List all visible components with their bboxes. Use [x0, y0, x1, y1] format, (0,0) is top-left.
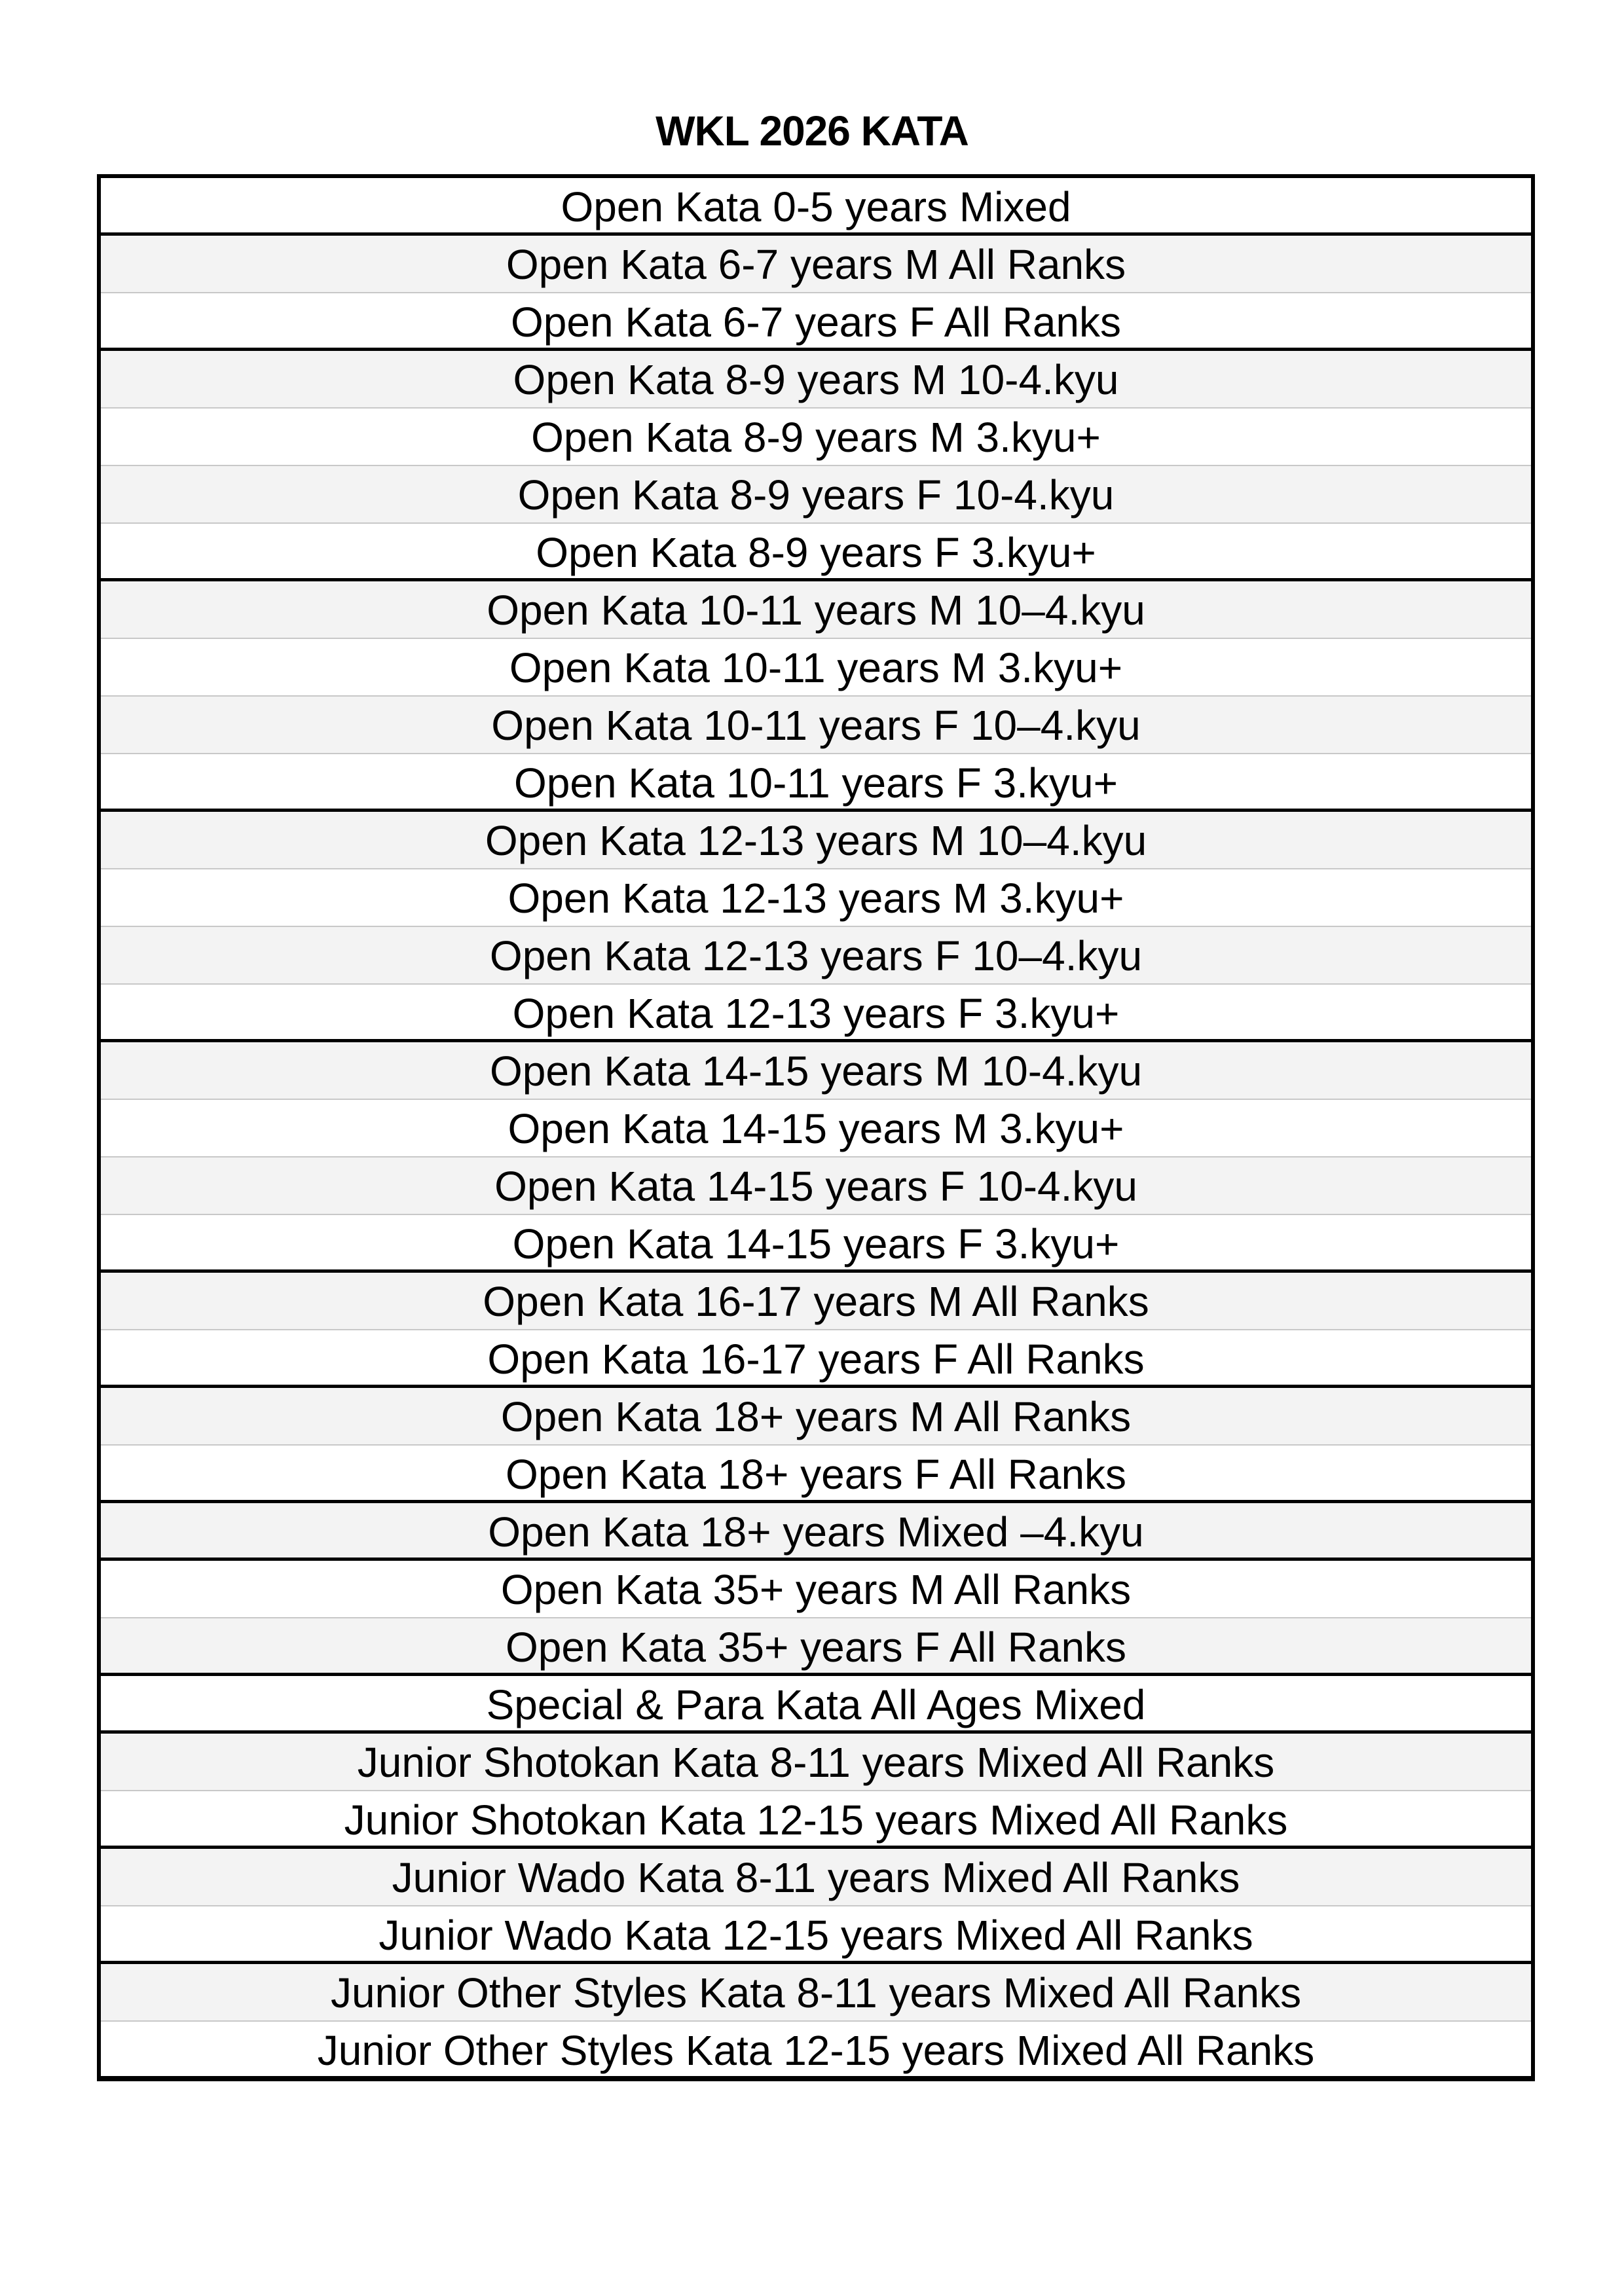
- table-row: Open Kata 16-17 years F All Ranks: [101, 1330, 1531, 1388]
- table-row: Open Kata 10-11 years M 10–4.kyu: [101, 581, 1531, 639]
- table-row: Junior Wado Kata 8-11 years Mixed All Ranks: [101, 1849, 1531, 1906]
- table-row: Open Kata 14-15 years F 3.kyu+: [101, 1215, 1531, 1273]
- kata-category-table: [97, 174, 1535, 2081]
- table-row: Open Kata 14-15 years M 10-4.kyu: [101, 1042, 1531, 1100]
- table-row: Open Kata 10-11 years F 3.kyu+: [101, 754, 1531, 812]
- table-row: Junior Shotokan Kata 12-15 years Mixed All Ranks: [101, 1791, 1531, 1849]
- table-row: Open Kata 6-7 years M All Ranks: [101, 236, 1531, 293]
- table-row: Open Kata 12-13 years M 3.kyu+: [101, 869, 1531, 927]
- table-row: Junior Shotokan Kata 8-11 years Mixed All Ranks: [101, 1734, 1531, 1791]
- page-title: WKL 2026 KATA: [655, 107, 969, 155]
- table-row: Open Kata 0-5 years Mixed: [101, 178, 1531, 236]
- table-row: Open Kata 8-9 years F 3.kyu+: [101, 524, 1531, 581]
- table-row: Open Kata 14-15 years F 10-4.kyu: [101, 1157, 1531, 1215]
- table-row: Open Kata 10-11 years F 10–4.kyu: [101, 697, 1531, 754]
- table-row: Open Kata 35+ years F All Ranks: [101, 1618, 1531, 1676]
- table-row: Junior Wado Kata 12-15 years Mixed All Ranks: [101, 1906, 1531, 1964]
- table-row: Open Kata 16-17 years M All Ranks: [101, 1273, 1531, 1330]
- table-row: Open Kata 12-13 years F 10–4.kyu: [101, 927, 1531, 985]
- table-row: Open Kata 8-9 years M 10-4.kyu: [101, 351, 1531, 409]
- table-row: Open Kata 12-13 years F 3.kyu+: [101, 985, 1531, 1042]
- table-row: Open Kata 8-9 years F 10-4.kyu: [101, 466, 1531, 524]
- table-row: Open Kata 14-15 years M 3.kyu+: [101, 1100, 1531, 1157]
- table-row: Junior Other Styles Kata 8-11 years Mixed All Ranks: [101, 1964, 1531, 2022]
- table-row: Open Kata 8-9 years M 3.kyu+: [101, 409, 1531, 466]
- table-row: Junior Other Styles Kata 12-15 years Mixed All Ranks: [101, 2022, 1531, 2079]
- table-row: Open Kata 6-7 years F All Ranks: [101, 293, 1531, 351]
- table-row: Open Kata 35+ years M All Ranks: [101, 1561, 1531, 1618]
- table-row: Open Kata 18+ years F All Ranks: [101, 1446, 1531, 1503]
- table-row: Open Kata 10-11 years M 3.kyu+: [101, 639, 1531, 697]
- table-row: Open Kata 18+ years Mixed –4.kyu: [101, 1503, 1531, 1561]
- table-row: Open Kata 12-13 years M 10–4.kyu: [101, 812, 1531, 869]
- table-row: Special & Para Kata All Ages Mixed: [101, 1676, 1531, 1734]
- table-row: Open Kata 18+ years M All Ranks: [101, 1388, 1531, 1446]
